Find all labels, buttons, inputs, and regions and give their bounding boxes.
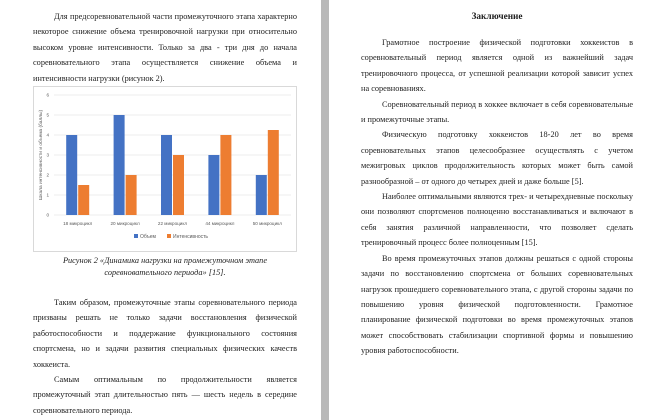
x-tick-label: 50 микроцикл [252, 221, 282, 226]
section-heading: Заключение [471, 12, 523, 22]
left-text-top [33, 9, 297, 86]
paragraph: Для предсоревновательной части промежуточного этапа характерно некоторое снижение объема тренировочной нагрузки при относительно высоком уровне интенсивности. Только за два - три дня до начала соревновательного этапа осуществляется снижение объема и интенсивности нагрузки (рисунок 2). [33, 12, 297, 83]
x-tick-label: 18 микроцикл [63, 221, 93, 226]
bar-volume [66, 135, 77, 215]
paragraph: Грамотное построение физической подготовки хоккеистов в соревновательный период является одной из важнейший задач тренировочного процесса, от успешной реализации которой зависит успех на соревнованиях. [361, 38, 633, 94]
x-tick-label: 44 микроцикл [205, 221, 235, 226]
paragraph: Наиболее оптимальными являются трех- и четырехдневные поскольку они позволяют спортсменов полноценно восстанавливаться и включают в себя занятия различной направленности, что позволяет сделать тренировочный процесс более полноценным [15]. [361, 192, 633, 248]
bar-intensity [268, 130, 279, 215]
bar-intensity [126, 175, 137, 215]
y-tick-label: 4 [46, 132, 49, 138]
left-page [0, 0, 321, 420]
y-tick-label: 2 [46, 172, 49, 178]
bar-volume [114, 115, 125, 215]
chart-load-dynamics [33, 86, 297, 252]
right-text [361, 10, 633, 359]
paragraph: Во время промежуточных этапов должны решаться с одной стороны задачи по восстановлению спортсмена от больших соревновательных нагрузок прошедшего соревновательного этапа, с другой стороны задачи по повышению уровня физической подготовленности. Грамотное планирование физической подготовки во время промежуточных этапов может способствовать стабилизации спортивной формы и повышению уровня работоспособности. [361, 253, 633, 356]
figure-caption-wrap [60, 255, 270, 280]
y-tick-label: 1 [46, 192, 49, 198]
paragraph: Соревновательный период в хоккее включает в себя соревновательные и промежуточные этапы. [361, 99, 633, 125]
left-text-bottom [33, 295, 297, 418]
legend-label: Интенсивность [173, 234, 209, 240]
bar-volume [256, 175, 267, 215]
y-tick-label: 5 [46, 112, 49, 118]
legend-swatch [167, 234, 171, 238]
y-tick-label: 0 [46, 212, 49, 218]
bar-volume [161, 135, 172, 215]
x-tick-label: 20 микроцикл [110, 221, 140, 226]
bar-intensity [220, 135, 231, 215]
right-page [329, 0, 666, 420]
y-axis-label: Шкала интенсивности и объема (баллы) [39, 109, 44, 201]
y-tick-label: 3 [46, 152, 49, 158]
figure-caption: Рисунок 2 «Динамика нагрузки на промежуточном этапе соревновательного периода» [15]. [62, 256, 268, 278]
x-tick-label: 22 микроцикл [157, 221, 188, 226]
y-tick-label: 6 [46, 92, 49, 98]
bar-intensity [78, 185, 89, 215]
paragraph: Самым оптимальным по продолжительности является промежуточный этап длительностью пять — шесть недель в середине соревновательного периода. [33, 375, 297, 415]
bar-intensity [173, 155, 184, 215]
legend-swatch [134, 234, 138, 238]
bar-volume [208, 155, 219, 215]
paragraph: Таким образом, промежуточные этапы соревновательного периода призваны решать не только задачи восстановления физической работоспособности и поддержание функционального состояния спортсмена, но и задачи развития специальных физических качеств хоккеиста. [33, 298, 297, 369]
legend-label: Объем [140, 234, 156, 240]
chart-svg [34, 87, 298, 253]
paragraph: Физическую подготовку хоккеистов 18-20 лет во время соревновательных этапов целесообразнее осуществлять с учетом межигровых циклов продолжительность которых может быть самой разнообразной – от одного до четырех дней и даже больше [5]. [361, 130, 633, 186]
